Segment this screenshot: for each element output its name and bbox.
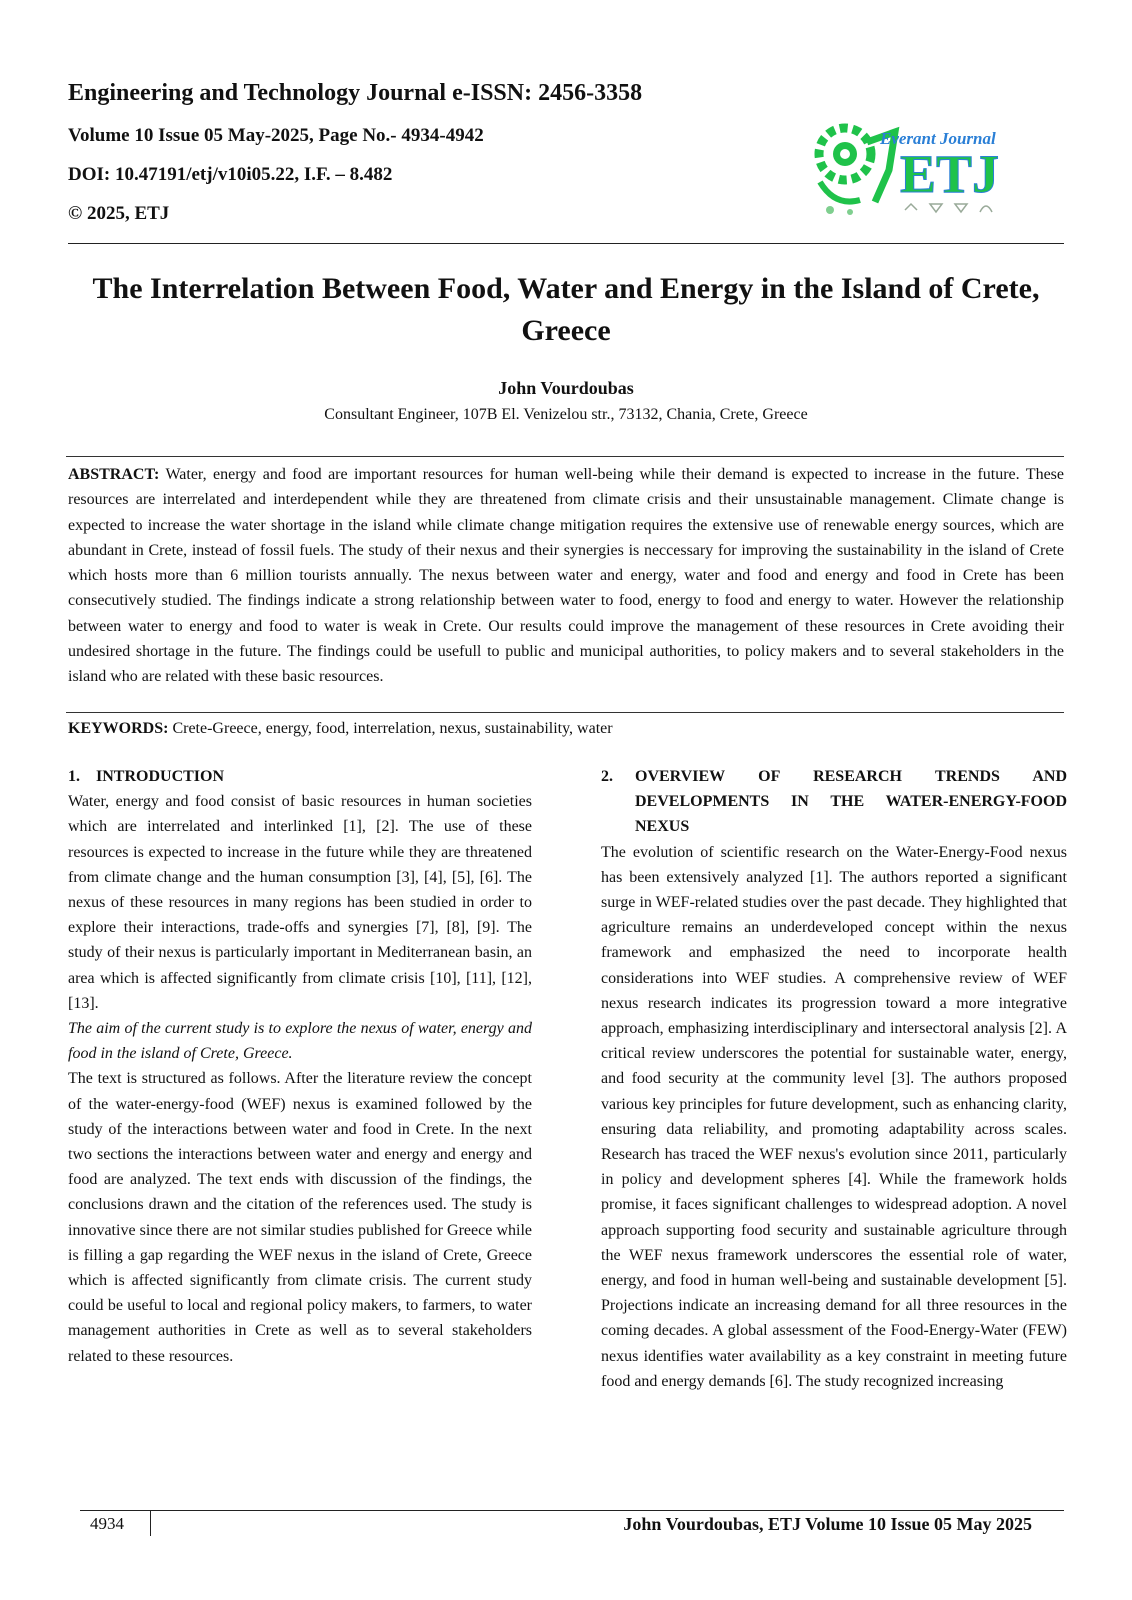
- volume-line: Volume 10 Issue 05 May-2025, Page No.- 4934-4942: [68, 125, 484, 146]
- section-2-paragraph-1: The evolution of scientific research on the Water-Energy-Food nexus has been extensively analyzed [1]. The authors reported a significant surge in WEF-related studies over the past decade. They highlighted that agriculture remains an underdeveloped concept within the nexus framework and emphasized the need to incorporate health considerations into WEF studies. A comprehensive review of WEF nexus research indicates its progression toward a more integrative approach, emphasizing interdisciplinary and intersectoral analysis [2]. A critical review underscores the potential for sustainable water, energy, and food security at the community level [3]. The authors proposed various key principles for future development, such as enhancing clarity, ensuring data reliability, and promoting adaptability across scales. Research has traced the WEF nexus's evolution since 2011, particularly in policy and development spheres [4]. While the framework holds promise, it faces significant challenges to widespread adoption. A novel approach supporting food security and sustainable agriculture through the WEF nexus framework underscores the essential role of water, energy, and food in human well-being and sustainable development [5]. Projections indicate an increasing demand for all three resources in the coming decades. A global assessment of the Food-Energy-Water (FEW) nexus identifies water availability as a key constraint in meeting future food and energy demands [6]. The study recognized increasing: [601, 843, 1067, 1390]
- section-1-aim: The aim of the current study is to explore the nexus of water, energy and food in the island of Crete, Greece.: [68, 1020, 532, 1063]
- logo-main-text: ETJ: [900, 144, 1000, 204]
- keywords-text: Crete-Greece, energy, food, interrelation, nexus, sustainability, water: [172, 720, 613, 737]
- section-1-paragraph-1: Water, energy and food consist of basic resources in human societies which are interrelated and interlinked [1], [2]. The use of these resources is expected to increase in the future while they are threatened from climate change and the human consumption [3], [4], [5], [6]. The nexus of these resources in many regions has been studied in order to explore their interactions, trade-offs and synergies [7], [8], [9]. The study of their nexus is particularly important in Mediterranean basin, an area which is affected significantly from climate crisis [10], [11], [12], [13].: [68, 793, 532, 1012]
- abstract-bottom-rule: [66, 712, 1064, 713]
- footer-separator: [150, 1510, 151, 1536]
- keywords: [68, 716, 1064, 741]
- paper-title: The Interrelation Between Food, Water and Energy in the Island of Crete, Greece: [92, 272, 1040, 347]
- doi-line: DOI: 10.47191/etj/v10i05.22, I.F. – 8.482: [68, 164, 393, 185]
- footer-citation: John Vourdoubas, ETJ Volume 10 Issue 05 May 2025: [623, 1514, 1032, 1534]
- page-number: 4934: [90, 1514, 124, 1533]
- author-name: John Vourdoubas: [498, 378, 634, 398]
- abstract-top-rule: [66, 456, 1064, 457]
- etj-logo: [805, 112, 1025, 222]
- header-rule: [68, 243, 1064, 244]
- left-column: [68, 764, 532, 1369]
- copyright-line: © 2025, ETJ: [68, 203, 170, 224]
- footer-rule: [80, 1510, 1064, 1511]
- section-1-paragraph-2: The text is structured as follows. After the literature review the concept of the water-energy-food (WEF) nexus is examined followed by the study of the interactions between water and food in Crete. In the next two sections the interactions between water and energy and energy and food are analyzed. The text ends with discussion of the findings, the conclusions drawn and the citation of the references used. The study is innovative since there are not similar studies published for Greece while is filling a gap regarding the WEF nexus in the island of Crete, Greece which is affected significantly from climate crisis. The current study could be useful to local and regional policy makers, to farmers, to water management authorities in Crete as well as to several stakeholders related to these resources.: [68, 1070, 532, 1365]
- section-2-number: 2.: [601, 768, 613, 785]
- keywords-label: KEYWORDS:: [68, 720, 169, 737]
- section-2-title: OVERVIEW OF RESEARCH TRENDS AND DEVELOPMENTS IN THE WATER-ENERGY-FOOD NEXUS: [635, 768, 1067, 836]
- logo-top-text: Everant Journal: [880, 129, 996, 148]
- section-1-heading: 1. INTRODUCTION: [68, 768, 225, 785]
- abstract: [68, 462, 1064, 690]
- gear-icon: [819, 128, 871, 180]
- abstract-label: ABSTRACT:: [68, 466, 160, 483]
- author-affiliation: Consultant Engineer, 107B El. Venizelou str., 73132, Chania, Crete, Greece: [324, 406, 808, 423]
- right-column: [601, 764, 1067, 1394]
- section-2-heading: [601, 764, 1067, 840]
- abstract-text: Water, energy and food are important resources for human well-being while their demand is expected to increase in the future. These resources are interrelated and interdependent while they are threatened from climate crisis and their unsustainable management. Climate change is expected to increase the water shortage in the island while climate change mitigation requires the extensive use of renewable energy sources, which are abundant in Crete, instead of fossil fuels. The study of their nexus and their synergies is neccessary for improving the sustainability in the island of Crete which hosts more than 6 million tourists annually. The nexus between water and energy, water and food and energy and food in Crete has been consecutively studied. The findings indicate a strong relationship between water to food, energy to food and energy to water. However the relationship between water to energy and food to water is weak in Crete. Our results could improve the management of these resources in Crete avoiding their undesired shortage in the future. The findings could be usefull to public and municipal authorities, to policy makers and to several stakeholders in the island who are related with these basic resources.: [68, 466, 1065, 686]
- journal-name: Engineering and Technology Journal e-ISSN: 2456-3358: [68, 80, 643, 106]
